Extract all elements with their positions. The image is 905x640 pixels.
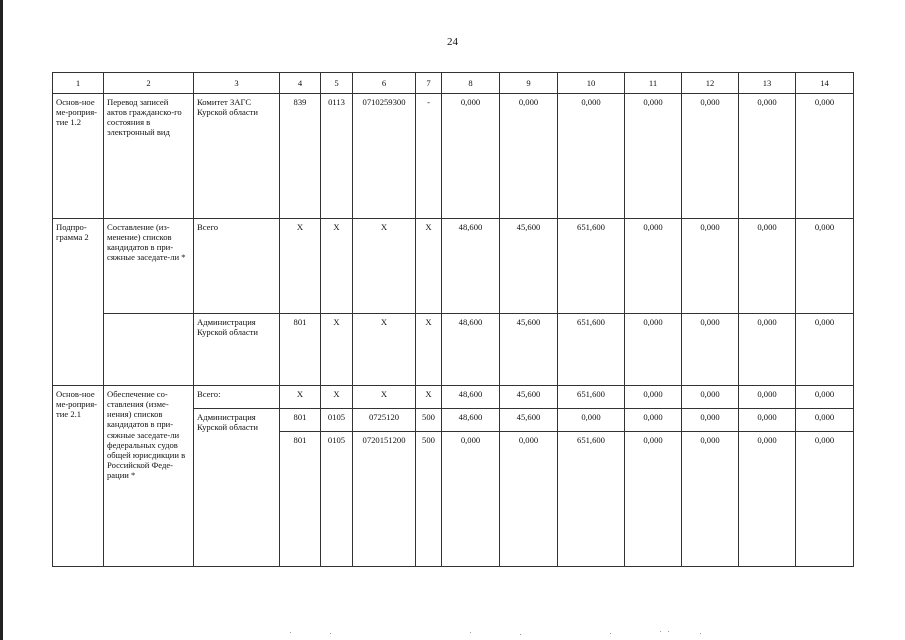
- value-cell: 651,600: [558, 386, 625, 409]
- value-cell: 0,000: [682, 94, 739, 219]
- table-row: [53, 219, 854, 314]
- value-cell: 0,000: [442, 94, 500, 219]
- csr-cell: Х: [353, 386, 416, 409]
- vr-cell: -: [416, 94, 442, 219]
- header-cell: 3: [194, 73, 280, 94]
- rzpr-cell: 0105: [321, 409, 353, 432]
- header-cell: 9: [500, 73, 558, 94]
- header-row: [53, 73, 854, 94]
- csr-cell: 0725120: [353, 409, 416, 432]
- executor-cell: Администрация Курской области: [194, 314, 280, 386]
- grbs-cell: 801: [280, 409, 321, 432]
- value-cell: 0,000: [558, 94, 625, 219]
- rzpr-cell: Х: [321, 219, 353, 314]
- value-cell: 0,000: [739, 94, 796, 219]
- value-cell: 0,000: [739, 409, 796, 432]
- value-cell: 45,600: [500, 386, 558, 409]
- value-cell: 0,000: [558, 409, 625, 432]
- value-cell: 0,000: [796, 94, 854, 219]
- vr-cell: Х: [416, 219, 442, 314]
- value-cell: 45,600: [500, 314, 558, 386]
- value-cell: 0,000: [500, 94, 558, 219]
- executor-cell: Комитет ЗАГС Курской области: [194, 94, 280, 219]
- value-cell: 0,000: [625, 432, 682, 567]
- vr-cell: Х: [416, 314, 442, 386]
- vr-cell: Х: [416, 386, 442, 409]
- header-cell: 2: [104, 73, 194, 94]
- header-cell: 5: [321, 73, 353, 94]
- status-cell: Основ-ное ме-роприя-тие 2.1: [53, 386, 104, 567]
- scan-noise: [0, 628, 905, 638]
- value-cell: 0,000: [682, 409, 739, 432]
- vr-cell: 500: [416, 409, 442, 432]
- page-number: 24: [447, 36, 458, 48]
- value-cell: 0,000: [682, 219, 739, 314]
- value-cell: 0,000: [796, 432, 854, 567]
- value-cell: 0,000: [796, 314, 854, 386]
- value-cell: 0,000: [625, 386, 682, 409]
- value-cell: 0,000: [625, 314, 682, 386]
- value-cell: 651,600: [558, 432, 625, 567]
- rzpr-cell: Х: [321, 314, 353, 386]
- value-cell: 0,000: [739, 314, 796, 386]
- value-cell: 48,600: [442, 409, 500, 432]
- grbs-cell: Х: [280, 219, 321, 314]
- value-cell: 0,000: [796, 386, 854, 409]
- header-cell: 8: [442, 73, 500, 94]
- header-cell: 7: [416, 73, 442, 94]
- rzpr-cell: Х: [321, 386, 353, 409]
- rzpr-cell: 0113: [321, 94, 353, 219]
- scan-left-edge: [0, 0, 3, 640]
- grbs-cell: 801: [280, 314, 321, 386]
- status-cell: Основ-ное ме-роприя-тие 1.2: [53, 94, 104, 219]
- table-row: [53, 386, 854, 409]
- value-cell: 0,000: [739, 432, 796, 567]
- table-row: [53, 94, 854, 219]
- name-cell: Обеспечение со-ставления (изме-нения) списков кандидатов в при-сяжные заседате-ли федеральных судов общей юрисдикции в Российской Феде-рации *: [104, 386, 194, 567]
- header-cell: 13: [739, 73, 796, 94]
- value-cell: 0,000: [796, 409, 854, 432]
- name-cell: Перевод записей актов гражданско-го состояния в электронный вид: [104, 94, 194, 219]
- name-cell: [104, 314, 194, 386]
- vr-cell: 500: [416, 432, 442, 567]
- value-cell: 0,000: [442, 432, 500, 567]
- grbs-cell: 839: [280, 94, 321, 219]
- value-cell: 0,000: [682, 314, 739, 386]
- status-cell: Подпро-грамма 2: [53, 219, 104, 386]
- header-cell: 14: [796, 73, 854, 94]
- rzpr-cell: 0105: [321, 432, 353, 567]
- header-cell: 11: [625, 73, 682, 94]
- csr-cell: Х: [353, 314, 416, 386]
- header-cell: 12: [682, 73, 739, 94]
- budget-table: [52, 72, 854, 567]
- value-cell: 0,000: [500, 432, 558, 567]
- value-cell: 48,600: [442, 314, 500, 386]
- header-cell: 1: [53, 73, 104, 94]
- csr-cell: Х: [353, 219, 416, 314]
- value-cell: 651,600: [558, 314, 625, 386]
- value-cell: 651,600: [558, 219, 625, 314]
- value-cell: 0,000: [682, 386, 739, 409]
- executor-cell: Администрация Курской области: [194, 409, 280, 567]
- value-cell: 0,000: [682, 432, 739, 567]
- header-cell: 4: [280, 73, 321, 94]
- value-cell: 45,600: [500, 219, 558, 314]
- header-cell: 10: [558, 73, 625, 94]
- value-cell: 45,600: [500, 409, 558, 432]
- value-cell: 0,000: [796, 219, 854, 314]
- value-cell: 0,000: [625, 219, 682, 314]
- grbs-cell: Х: [280, 386, 321, 409]
- name-cell: Составление (из-менение) списков кандидатов в при-сяжные заседате-ли *: [104, 219, 194, 314]
- value-cell: 48,600: [442, 219, 500, 314]
- value-cell: 0,000: [739, 386, 796, 409]
- header-cell: 6: [353, 73, 416, 94]
- value-cell: 0,000: [625, 94, 682, 219]
- value-cell: 0,000: [625, 409, 682, 432]
- value-cell: 0,000: [739, 219, 796, 314]
- table-row: [53, 314, 854, 386]
- grbs-cell: 801: [280, 432, 321, 567]
- value-cell: 48,600: [442, 386, 500, 409]
- csr-cell: 0710259300: [353, 94, 416, 219]
- executor-cell: Всего: [194, 219, 280, 314]
- csr-cell: 0720151200: [353, 432, 416, 567]
- executor-cell: Всего:: [194, 386, 280, 409]
